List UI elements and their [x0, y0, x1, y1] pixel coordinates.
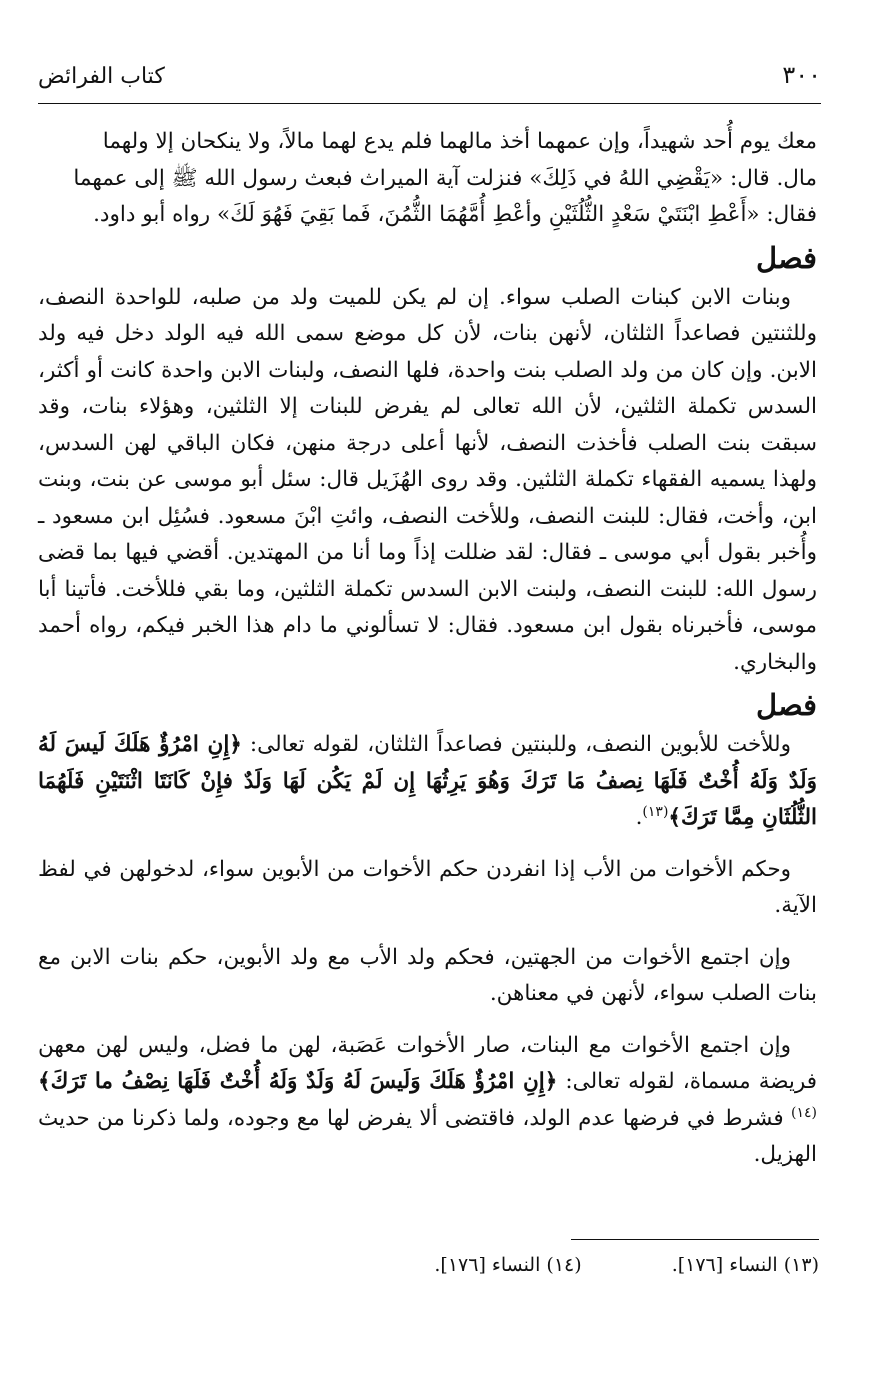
- continuation-line-3: فقال: «أَعْطِ ابْنَتَيْ سَعْدٍ الثُّلُثَيْنِ وأعْطِ أُمَّهُمَا الثُّمُنَ، فَما بَقِيَ فَهُوَ لَكَ» رواه أبو داود.: [93, 202, 817, 227]
- quran-verse: ﴿إِنِ امْرُؤٌ هَلَكَ وَلَيسَ لَهُ وَلَدٌ وَلَهُ أُخْتٌ فَلَهَا نِصْفُ ما تَرَكَ﴾: [38, 1069, 558, 1094]
- footnote-rule: [571, 1239, 819, 1240]
- continuation-line-2: مال. قال: «يَقْضِي اللهُ في ذَلِكَ» فنزلت آية الميراث فبعث رسول الله ﷺ إلى عمهما: [73, 165, 817, 191]
- running-header: [38, 62, 821, 90]
- section-heading-1: فصل: [756, 240, 817, 275]
- paragraph-grandsons-daughters: وبنات الابن كبنات الصلب سواء. إن لم يكن للميت ولد من صلبه، للواحدة النصف، وللثنتين فصاعداً الثلثان، لأنهن بنات، لأن كل موضع سمى الله فيه الولد دخل فيه ولد الابن. وإن كان من ولد الصلب بنت واحدة، فلها النصف، ولبنات الابن واحدة كانت أو أكثر، السدس تكملة الثلثين، لأن الله تعالى لم يفرض للبنات إلا الثلثين، وهؤلاء بنات، وقد سبقت بنت الصلب فأخذت النصف، لأنها أعلى درجة منهن، فكان الباقي لهن السدس، ولهذا يسميه الفقهاء تكملة الثلثين. وقد روى الهُزَيل قال: سئل أبو موسى عن بنت، وبنت ابن، وأخت، فقال: للبنت النصف، وللأخت النصف، وائتِ ابْنَ مسعود. فسُئِل ابن مسعود ـ وأُخبر بقول أبي موسى ـ فقال: لقد ضللت إذاً وما أنا من المهتدين. أقضي فيها بما قضى رسول الله: للبنت النصف، ولبنت الابن السدس تكملة الثلثين، وما بقي فللأخت. فأتينا أبا موسى، فأخبرناه بقول ابن مسعود. فقال: لا تسألوني ما دام هذا الخبر فيكم، رواه أحمد والبخاري.: [38, 284, 817, 675]
- header-rule: [38, 103, 821, 104]
- continuation-line-1: معك يوم أُحد شهيداً، وإن عمهما أخذ مالهما فلم يدع لهما مالاً، ولا ينكحان إلا ولهما: [102, 129, 817, 154]
- footnotes: [60, 1252, 819, 1278]
- paragraph-paternal-sisters: وحكم الأخوات من الأب إذا انفردن حكم الأخوات من الأبوين سواء، لدخولهن في لفظ الآية.: [38, 856, 817, 918]
- book-title: كتاب الفرائض: [38, 64, 165, 89]
- quran-verse: ﴿إِنِ امْرُؤٌ هَلَكَ لَيسَ لَهُ وَلَدٌ وَلَهُ أُخْتٌ فَلَهَا نِصفُ مَا تَرَكَ وَهُوَ يَرِثُهَا إِن لَمْ يَكُن لَهَا وَلَدٌ فإِنْ كَانَتَا اثْنَتَيْنِ فَلَهُمَا الثُّلُثَانِ مِمَّا تَرَكَ﴾: [38, 732, 817, 830]
- footnote-13: (١٣) النساء [١٧٦].: [671, 1254, 819, 1276]
- paragraph-both-sides: وإن اجتمع الأخوات من الجهتين، فحكم ولد الأب مع ولد الأبوين، حكم بنات الابن مع بنات الصلب سواء، لأنهن في معناهن.: [38, 944, 817, 1006]
- page-number: ٣٠٠: [782, 61, 821, 89]
- footnote-ref-14: (١٤): [791, 1104, 817, 1121]
- paragraph-end: .: [635, 805, 643, 830]
- section-heading-2: فصل: [756, 688, 817, 722]
- footnote-14: (١٤) النساء [١٧٦].: [434, 1254, 582, 1276]
- paragraph-full-sister: [38, 727, 817, 837]
- page-body: [38, 124, 817, 1174]
- paragraph-intro: وللأخت للأبوين النصف، وللبنتين فصاعداً الثلثان، لقوله تعالى:: [241, 732, 791, 757]
- paragraph-rest: فشرط في فرضها عدم الولد، فاقتضى ألا يفرض لها مع وجوده، ولما ذكرنا من حديث الهزيل.: [38, 1105, 817, 1167]
- footnote-ref-13: (١٣): [642, 803, 669, 820]
- paragraph-sisters-with-daughters: [38, 1028, 817, 1174]
- paragraph-intro: وإن اجتمع الأخوات مع البنات، صار الأخوات عَصَبة، لهن ما فضل، وليس لهن معهن فريضة مسماة، لقوله تعالى:: [38, 1032, 817, 1094]
